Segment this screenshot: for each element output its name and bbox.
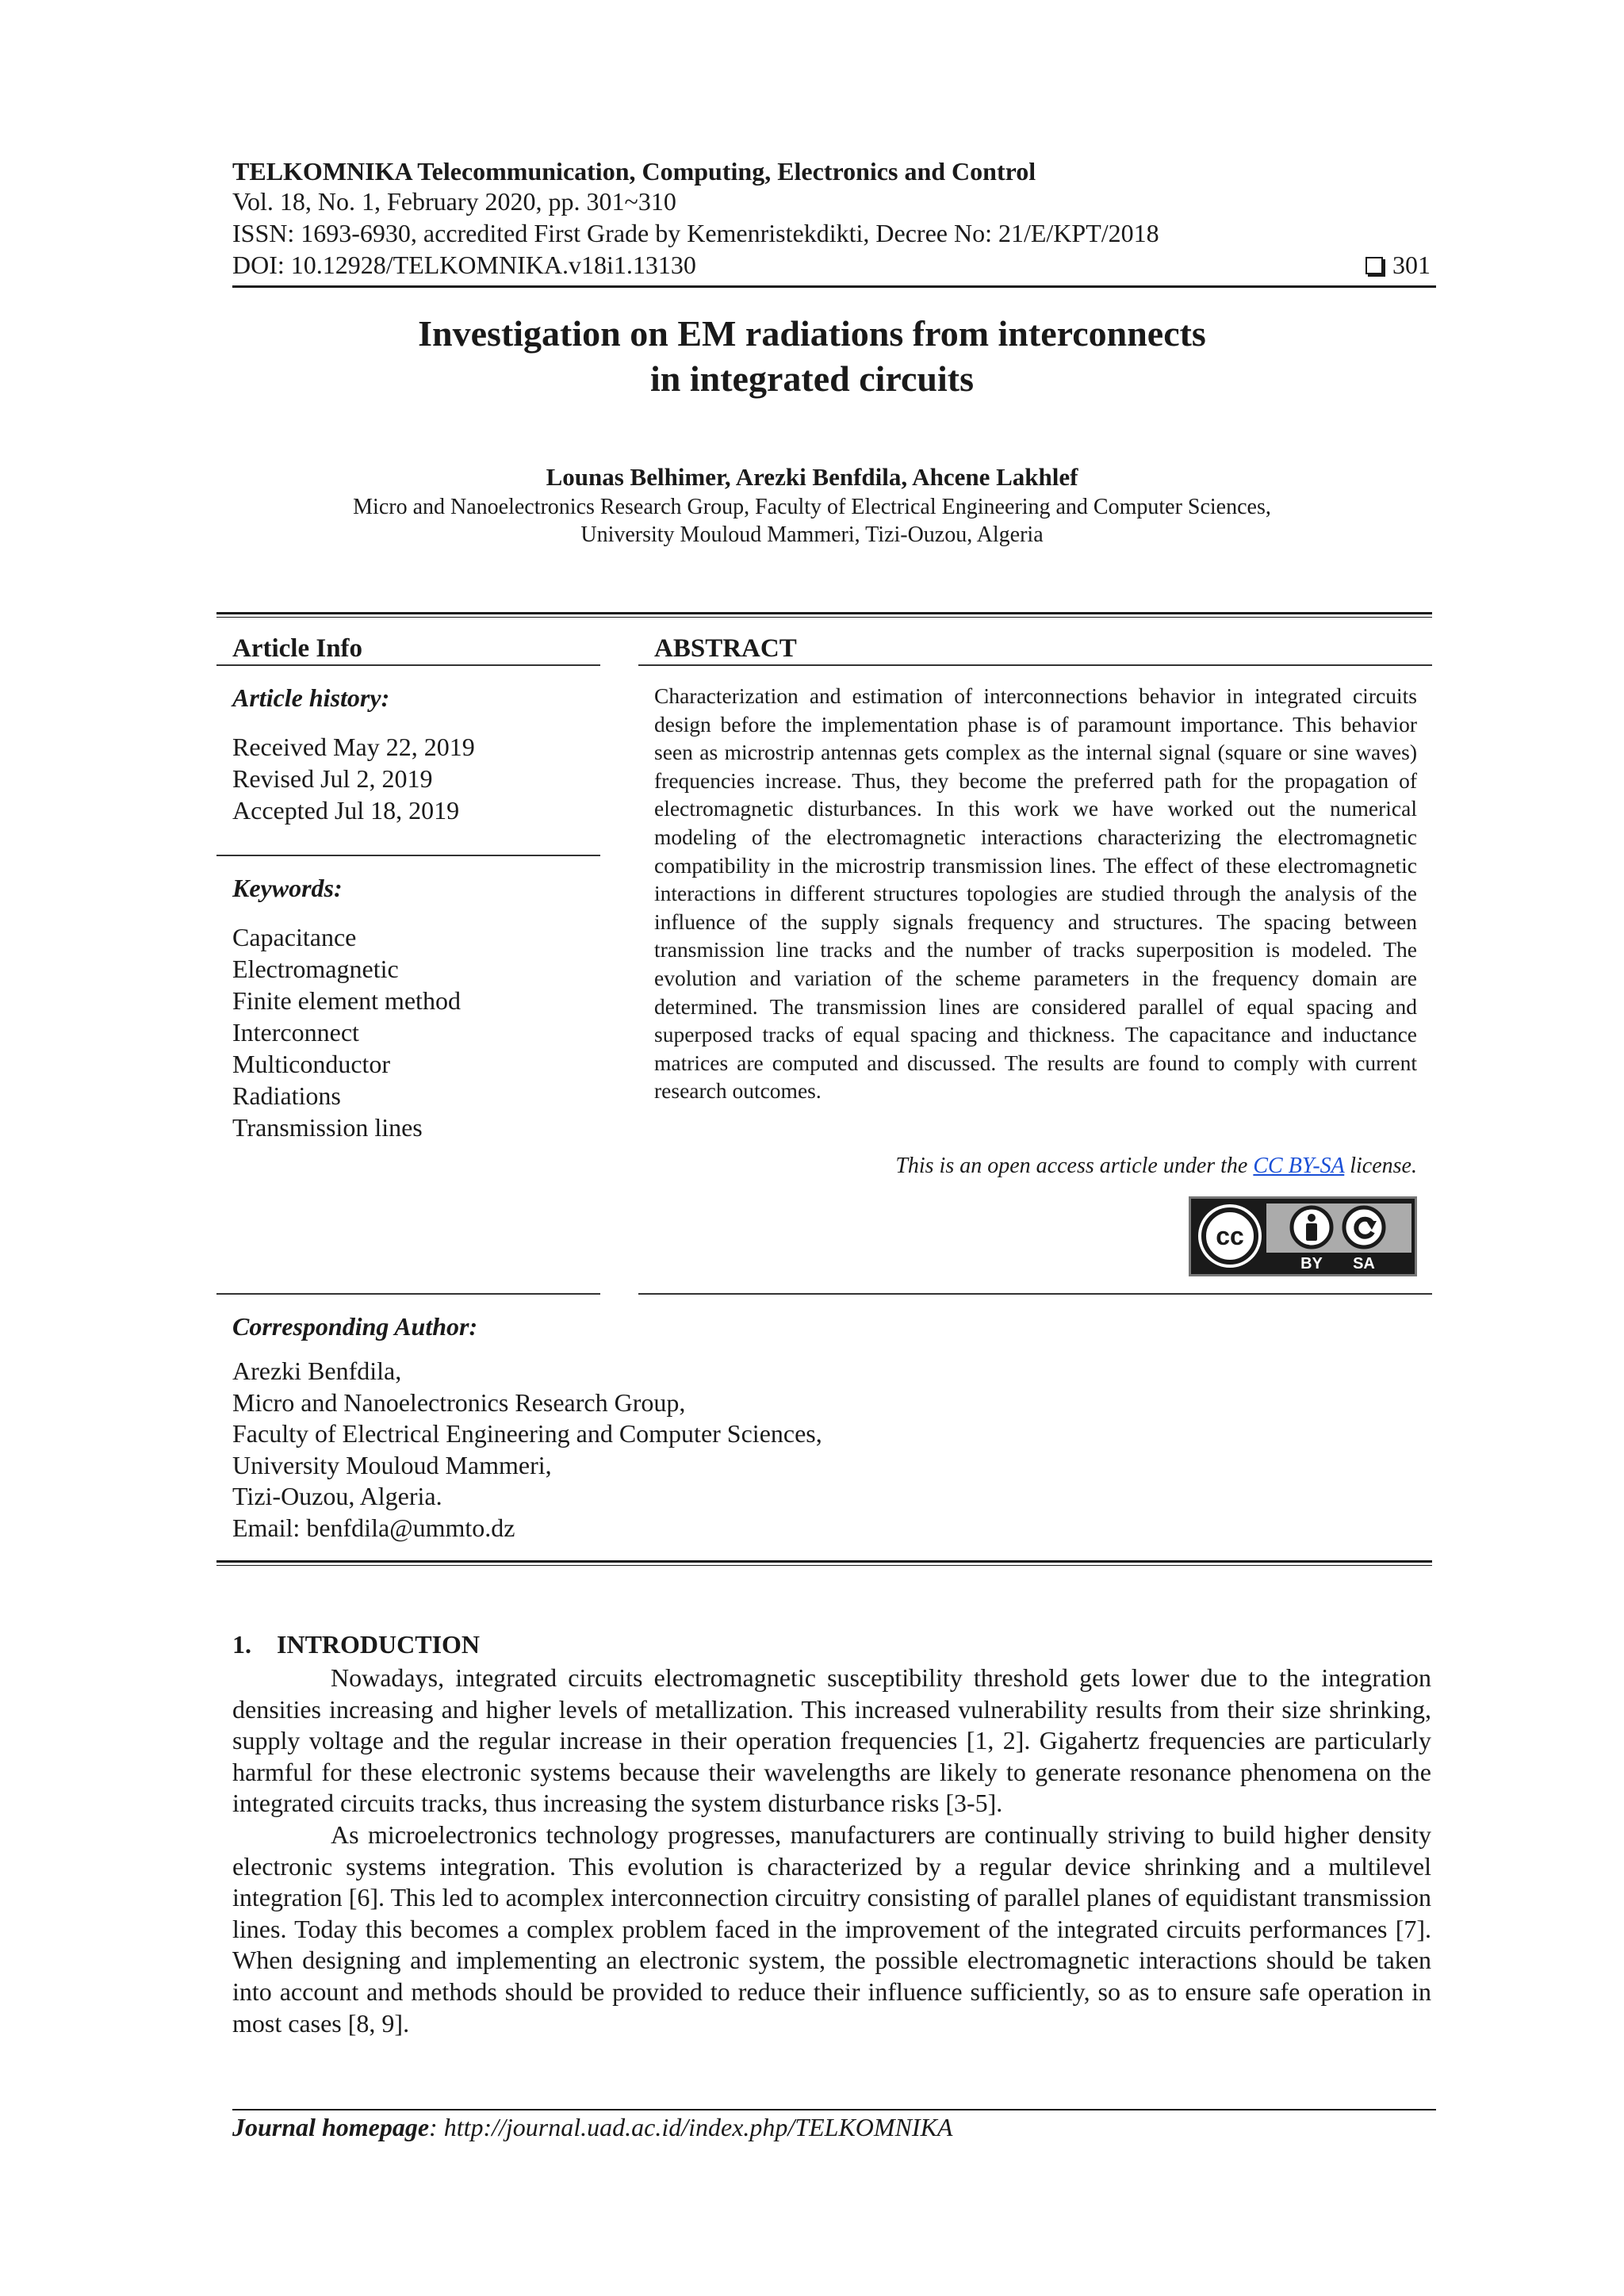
authors: Lounas Belhimer, Arezki Benfdila, Ahcene Lakhlef <box>546 463 1078 491</box>
journal-doi: DOI: 10.12928/TELKOMNIKA.v18i1.13130 <box>232 251 696 279</box>
introduction-heading: 1. INTRODUCTION <box>232 1630 481 1659</box>
keywords-heading: Keywords: <box>232 874 343 902</box>
received-date: Received May 22, 2019 <box>232 733 475 761</box>
corresponding-line: Faculty of Electrical Engineering and Computer Sciences, <box>232 1419 822 1448</box>
cc-badge-text: cc <box>1216 1222 1244 1250</box>
license-statement <box>654 1154 1417 1179</box>
keyword-item: Finite element method <box>232 986 461 1015</box>
checkbox-icon <box>1365 257 1383 274</box>
corresponding-email: Email: benfdila@ummto.dz <box>232 1513 515 1542</box>
corresponding-bottom-divider <box>216 1560 1432 1566</box>
journal-volume: Vol. 18, No. 1, February 2020, pp. 301~310 <box>232 187 676 216</box>
info-top-divider <box>216 612 1432 618</box>
keyword-item: Multiconductor <box>232 1050 391 1078</box>
page-number-value: 301 <box>1392 251 1431 279</box>
abstract-text: Characterization and estimation of interconnections behavior in integrated circuits design before the implementation phase is of paramount importance. This behavior seen as microstrip antennas gets complex as the internal signal (square or sine waves) frequencies increase. Thus, they become the preferred path for the propagation of electromagnetic disturbances. In this work we have worked out the numerical modeling of the electromagnetic interactions characterizing the electromagnetic compatibility in the microstrip transmission lines. The effect of these electromagnetic interactions in different structures topologies are studied through the analysis of the influence of the supply signals frequency and structures. The spacing between transmission line tracks and the number of tracks superposition is modeled. The evolution and variation of the scheme parameters in the frequency domain are determined. The transmission lines are considered parallel of equal spacing and superposed tracks of equal spacing and thickness. The capacitance and inductance matrices are computed and discussed. The results are found to comply with current research outcomes. <box>654 683 1417 1104</box>
introduction-paragraph-2: As microelectronics technology progresses, manufacturers are continually striving to build higher density electronic systems integration. This evolution is characterized by a regular device shrinking and a multilevel integration [6]. This led to acomplex interconnection circuitry consisting of parallel planes of equidistant transmission lines. Today this becomes a complex problem faced in the improvement of the integrated circuits performances [7]. When designing and implementing an electronic system, the possible electromagnetic interactions should be taken into account and methods should be provided to reduce their influence sufficiently, so as to ensure safe operation in most cases [8, 9]. <box>232 1820 1431 2038</box>
corresponding-heading: Corresponding Author: <box>232 1312 478 1341</box>
keywords-list <box>232 921 461 1143</box>
corresponding-line: Micro and Nanoelectronics Research Group, <box>232 1387 686 1417</box>
corresponding-line: Tizi-Ouzou, Algeria. <box>232 1482 442 1511</box>
license-suffix: license. <box>1344 1154 1417 1178</box>
paper-title <box>0 311 1624 401</box>
article-history-heading: Article history: <box>232 683 390 712</box>
article-history <box>232 731 475 826</box>
header-divider <box>232 285 1436 288</box>
by-badge-text: BY <box>1300 1255 1323 1272</box>
keyword-item: Interconnect <box>232 1018 359 1047</box>
page-number <box>1365 251 1431 280</box>
footer-divider <box>232 2109 1436 2110</box>
history-divider <box>216 855 600 856</box>
sa-badge-text: SA <box>1353 1255 1375 1272</box>
accepted-date: Accepted Jul 18, 2019 <box>232 796 460 825</box>
abstract-heading: ABSTRACT <box>654 634 797 663</box>
paper-title-line2: in integrated circuits <box>650 358 974 399</box>
journal-homepage-label: Journal homepage <box>232 2113 430 2141</box>
abstract-bottom-divider <box>638 1293 1432 1295</box>
license-prefix: This is an open access article under the <box>895 1154 1254 1178</box>
journal-name: TELKOMNIKA Telecommunication, Computing, Electronics and Control <box>232 157 1036 186</box>
corresponding-line: University Mouloud Mammeri, <box>232 1450 552 1479</box>
article-info-heading: Article Info <box>232 634 363 663</box>
revised-date: Revised Jul 2, 2019 <box>232 764 433 793</box>
abstract-divider <box>638 664 1432 666</box>
keyword-item: Electromagnetic <box>232 955 399 983</box>
info-bottom-divider <box>216 1293 600 1295</box>
affiliation-line2: University Mouloud Mammeri, Tizi-Ouzou, Algeria <box>580 522 1044 547</box>
journal-homepage-url[interactable]: : http://journal.uad.ac.id/index.php/TELKOMNIKA <box>429 2113 953 2141</box>
cc-by-sa-link[interactable]: CC BY-SA <box>1253 1154 1345 1178</box>
corresponding-details <box>232 1356 1105 1544</box>
keyword-item: Transmission lines <box>232 1113 423 1142</box>
introduction-body <box>232 1663 1431 2039</box>
cc-by-sa-icon <box>1191 1199 1415 1274</box>
journal-issn: ISSN: 1693-6930, accredited First Grade by Kemenristekdikti, Decree No: 21/E/KPT/2018 <box>232 219 1159 247</box>
affiliation-line1: Micro and Nanoelectronics Research Group, Faculty of Electrical Engineering and Computer Sciences, <box>353 495 1271 519</box>
keyword-item: Radiations <box>232 1081 341 1110</box>
introduction-paragraph-1: Nowadays, integrated circuits electromagnetic susceptibility threshold gets lower due to the integration densities increasing and higher levels of metallization. This increased vulnerability results from their size shrinking, supply voltage and the regular increase in their operation frequencies [1, 2]. Gigahertz frequencies are particularly harmful for these electronic systems because their wavelengths are likely to generate resonance phenomena on the integrated circuits tracks, thus increasing the system disturbance risks [3-5]. <box>232 1663 1431 1818</box>
paper-title-line1: Investigation on EM radiations from interconnects <box>418 313 1206 354</box>
corresponding-line: Arezki Benfdila, <box>232 1357 402 1385</box>
cc-license-badge <box>1189 1196 1417 1276</box>
keyword-item: Capacitance <box>232 923 357 951</box>
article-info-divider <box>216 664 600 666</box>
journal-homepage <box>232 2113 952 2142</box>
